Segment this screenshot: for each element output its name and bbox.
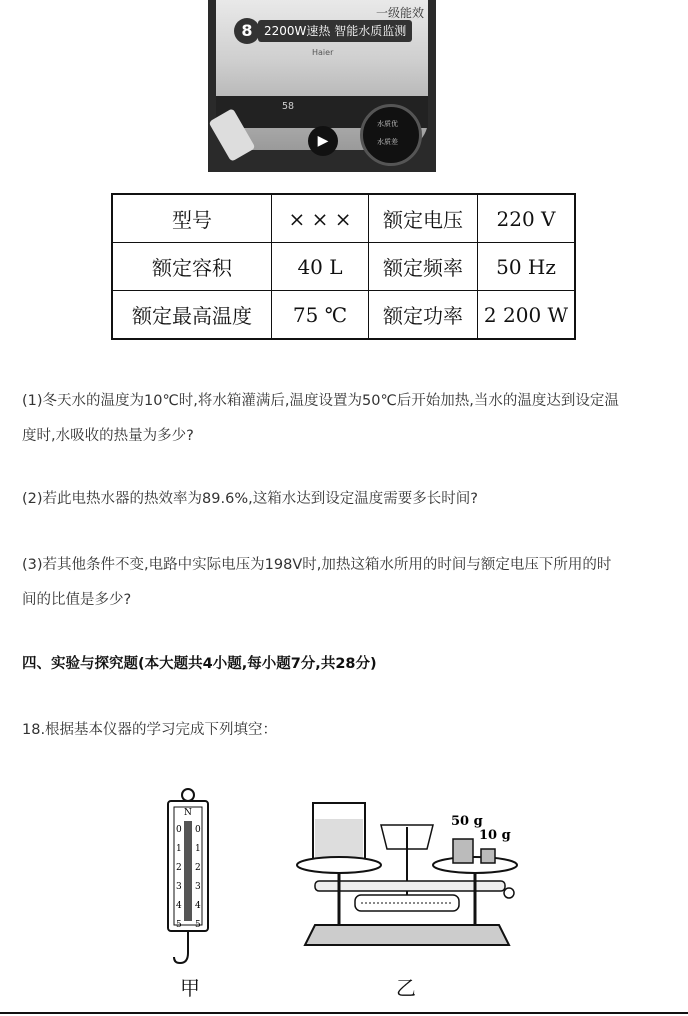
brand-logo: Haier	[312, 48, 334, 57]
tick-label: 3	[195, 882, 201, 892]
spec-table	[111, 193, 576, 340]
table-cell: 50 Hz	[478, 243, 576, 291]
table-cell: 额定容积	[112, 243, 272, 291]
tick-label: 0	[195, 825, 201, 835]
hook-icon	[174, 953, 188, 963]
play-icon[interactable]: ▶	[308, 126, 338, 156]
question-2: (2)若此电热水器的热效率为89.6%,这箱水达到设定温度需要多长时间?	[22, 491, 478, 507]
weight-50g-label: 50 g	[451, 814, 483, 829]
table-cell: 2 200 W	[478, 291, 576, 340]
question-1-line-1: (1)冬天水的温度为10℃时,将水箱灌满后,温度设置为50℃后开始加热,当水的温度达到设定温	[22, 393, 619, 409]
table-cell: 额定最高温度	[112, 291, 272, 340]
weight-50g-icon	[453, 839, 473, 863]
hook-ring-icon	[182, 789, 194, 801]
page-bottom-rule	[0, 1012, 688, 1014]
table-cell: 220 V	[478, 194, 576, 243]
ring-label-bottom: 水质差	[377, 138, 398, 146]
weight-10g-icon	[481, 849, 495, 863]
adjust-knob-icon	[504, 888, 514, 898]
beaker-water	[315, 819, 363, 859]
table-cell: 额定频率	[369, 243, 478, 291]
tick-label: 1	[176, 844, 182, 854]
table-cell: 额定电压	[369, 194, 478, 243]
question-3-line-1: (3)若其他条件不变,电路中实际电压为198V时,加热这箱水所用的时间与额定电压下所用的时	[22, 557, 612, 573]
tick-label: 1	[195, 844, 201, 854]
tick-label: 4	[195, 901, 201, 911]
table-row	[112, 291, 575, 340]
table-row	[112, 194, 575, 243]
balance-base	[305, 925, 509, 945]
question-18: 18.根据基本仪器的学习完成下列填空：	[22, 722, 278, 738]
tick-label: 4	[176, 901, 182, 911]
tick-label: 2	[195, 863, 201, 873]
balance-figure	[295, 795, 520, 970]
figure-label-jia: 甲	[180, 976, 200, 1000]
spring-icon	[184, 821, 192, 921]
section-heading: 四、实验与探究题(本大题共4小题,每小题7分,共28分)	[22, 656, 377, 672]
badge-icon: 8	[234, 18, 260, 44]
table-cell: 型号	[112, 194, 272, 243]
spring-scale-figure	[150, 785, 230, 975]
weight-10g-label: 10 g	[479, 828, 511, 843]
water-heater-image	[208, 0, 436, 172]
table-cell: × × ×	[272, 194, 369, 243]
right-pan	[433, 857, 517, 873]
tick-label: 0	[176, 825, 182, 835]
figure-label-yi: 乙	[396, 976, 416, 1000]
left-pan	[297, 857, 381, 873]
table-cell: 40 L	[272, 243, 369, 291]
table-cell: 75 ℃	[272, 291, 369, 340]
temperature-display: 58	[282, 101, 295, 112]
tick-label: 5	[176, 920, 182, 930]
question-1-line-2: 度时,水吸收的热量为多少?	[22, 428, 194, 444]
energy-grade-label: 一级能效	[375, 6, 424, 20]
table-cell: 额定功率	[369, 291, 478, 340]
ring-label-top: 水质优	[377, 120, 398, 128]
table-row	[112, 243, 575, 291]
question-3-line-2: 间的比值是多少?	[22, 592, 132, 608]
water-quality-ring	[360, 104, 422, 166]
unit-label: N	[184, 808, 192, 818]
tick-label: 3	[176, 882, 182, 892]
tick-label: 2	[176, 863, 182, 873]
tick-label: 5	[195, 920, 201, 930]
slogan-banner: 2200W速热 智能水质监测	[258, 20, 412, 42]
